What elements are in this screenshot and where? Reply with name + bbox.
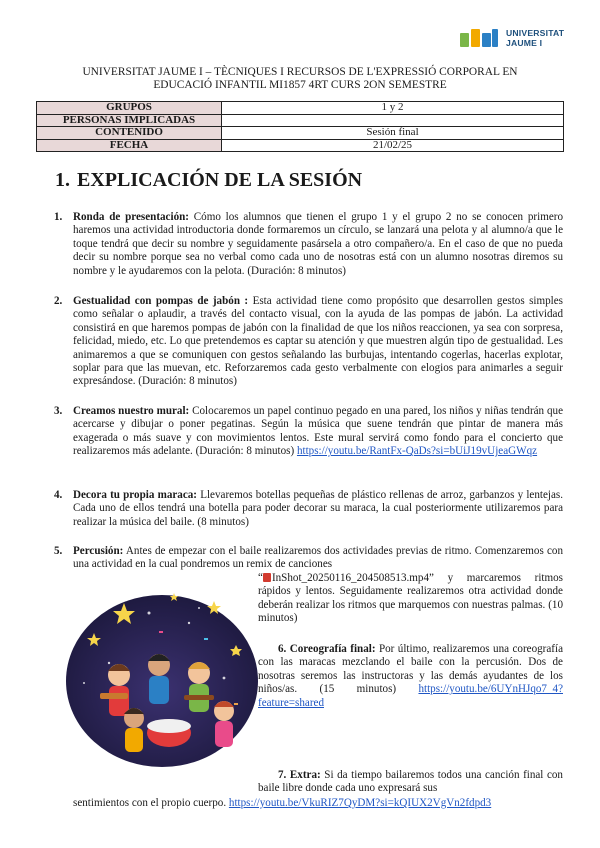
item-text: Si da tiempo bailaremos todos una canción final con baile libre donde cada uno expresará sus bbox=[258, 769, 563, 795]
quote-open: “ bbox=[258, 572, 263, 584]
item-title: Ronda de presentación: bbox=[73, 211, 189, 223]
header-line2: EDUCACIÓ INFANTIL MI1857 4RT CURS 2ON SEMESTRE bbox=[153, 78, 447, 91]
item-text: Por último, realizaremos una coreografía con las maracas mezclando el baile con la percusión. Dos de nosotras seremos las instructoras y las demás ayudantes de los niños/as. (15 minutos) bbox=[258, 643, 563, 696]
row-value: 21/02/25 bbox=[222, 139, 564, 152]
item-title: Decora tu propia maraca: bbox=[73, 489, 197, 501]
table-row bbox=[37, 127, 564, 140]
item-title: Creamos nuestro mural: bbox=[73, 405, 190, 417]
item-number: 5. bbox=[54, 545, 63, 557]
section-number: 1. bbox=[55, 169, 70, 191]
row-value: 1 y 2 bbox=[222, 102, 564, 115]
item-title: Gestualidad con pompas de jabón : bbox=[73, 295, 249, 307]
list-item bbox=[258, 643, 563, 710]
item-number: 2. bbox=[54, 295, 63, 307]
table-row bbox=[37, 139, 564, 152]
quote-close: ” bbox=[429, 572, 434, 584]
video-file-chip[interactable]: InShot_20250116_204508513.mp4 bbox=[271, 572, 429, 584]
item-text: Llevaremos botellas pequeñas de plástico rellenas de arroz, garbanzos y lentejas. Cada uno de ellos tendrá una botella para poder decorar su maraca, la cual posteriormente utilizaremos para realizar la música del baile. (8 minutos) bbox=[73, 489, 563, 528]
item-number: 1. bbox=[54, 211, 63, 223]
list-item bbox=[54, 489, 563, 529]
list-item bbox=[258, 769, 563, 796]
video-file-icon bbox=[263, 573, 271, 582]
document-header bbox=[50, 66, 550, 91]
list-item bbox=[54, 295, 563, 389]
item-number: 7. bbox=[278, 769, 287, 781]
item-title: Percusión: bbox=[73, 545, 124, 557]
university-logo bbox=[460, 27, 572, 51]
item-text: y marcaremos ritmos rápidos y lentos. Seguidamente realizaremos otra actividad donde deberán realizar los ritmos que marquemos con nuestras palmas. (10 minutos) bbox=[258, 572, 563, 625]
table-row bbox=[37, 114, 564, 127]
uji-logo-icon bbox=[460, 29, 500, 49]
list-item bbox=[54, 405, 563, 459]
logo-line2: JAUME I bbox=[506, 38, 543, 48]
header-line1: UNIVERSITAT JAUME I – TÈCNIQUES I RECURSOS DE L'EXPRESSIÓ CORPORAL EN bbox=[82, 66, 518, 78]
item-number: 4. bbox=[54, 489, 63, 501]
item-number: 3. bbox=[54, 405, 63, 417]
item-text: Antes de empezar con el baile realizaremos dos actividades previas de ritmo. Comenzaremos con una actividad en la cual pondremos un remix de canciones bbox=[73, 545, 563, 571]
kids-band-illustration bbox=[64, 583, 260, 773]
item-title: Coreografía final: bbox=[289, 643, 376, 655]
row-label: FECHA bbox=[37, 139, 222, 152]
item-text: Esta actividad tiene como propósito que desarrollen gestos simples como señalar o aplaudir, a través del contacto visual, con la ayuda de las pompas de jabón. La actividad consistirá en que haremos pompas de jabón con la finalidad de que los niños reaccionen, ya sea con sorpresa, felicidad, miedo, etc. Lo que pretendemos es captar su atención y que muestren algún tipo de gestualidad. Les animaremos a que se comuniquen con gestos señalando las burbujas, intentando cogerlas, hacerlas explotar, soplar para que las muevan, etc. Reforzaremos cada gesto verbalmente con elogios para animarles a seguir expresándose. (Duración: 8 minutos) bbox=[73, 295, 563, 388]
item-number: 6. bbox=[278, 643, 287, 655]
row-label: CONTENIDO bbox=[37, 127, 222, 140]
section-heading bbox=[55, 168, 362, 192]
youtube-link[interactable]: https://youtu.be/RantFx-QaDs?si=bUiJ19vUjeaGWqz bbox=[296, 445, 538, 458]
item-text: Cómo los alumnos que tienen el grupo 1 y el grupo 2 no se conocen primero haremos una actividad introductoria donde formaremos un círculo, se lanzará una pelota y al alumno/a que le toque tendrá que decir su nombre y seguidamente pasársela a otro compañero/a. En el caso de que no pueda decir su nombre porque sea no verbal como cada uno de nosotras está con un alumno nosotras diremos su nombre y le ayudaremos con la pelota. (Duración: 8 minutos) bbox=[73, 211, 563, 277]
session-info-table bbox=[36, 101, 564, 152]
item5-continuation bbox=[258, 572, 563, 626]
row-value bbox=[222, 114, 564, 127]
item-text: Colocaremos un papel continuo pegado en una pared, los niños y niñas tendrán que acercarse y dibujar o poner pegatinas. Según la música que suene tendrán que pintar de manera más exagerada o más suave y con movimientos lentos. Este mural servirá como fondo para el concierto que realizaremos más adelante. (Duración: 8 minutos) bbox=[73, 405, 563, 458]
section-title: EXPLICACIÓN DE LA SESIÓN bbox=[77, 169, 363, 191]
item7-continuation bbox=[73, 797, 563, 810]
youtube-link[interactable]: https://youtu.be/VkuRIZ7QyDM?si=kQIUX2VgVn2fdpd3 bbox=[228, 797, 492, 809]
table-row bbox=[37, 102, 564, 115]
row-label: PERSONAS IMPLICADAS bbox=[37, 114, 222, 127]
list-item bbox=[54, 545, 563, 572]
list-item bbox=[54, 211, 563, 278]
youtube-link[interactable]: https://youtu.be/6UYnHJqo7_4?feature=shared bbox=[258, 683, 563, 709]
row-label: GRUPOS bbox=[37, 102, 222, 115]
item-text: sentimientos con el propio cuerpo. bbox=[73, 797, 229, 809]
row-value: Sesión final bbox=[222, 127, 564, 140]
logo-line1: UNIVERSITAT bbox=[506, 28, 565, 38]
item-title: Extra: bbox=[289, 769, 321, 781]
